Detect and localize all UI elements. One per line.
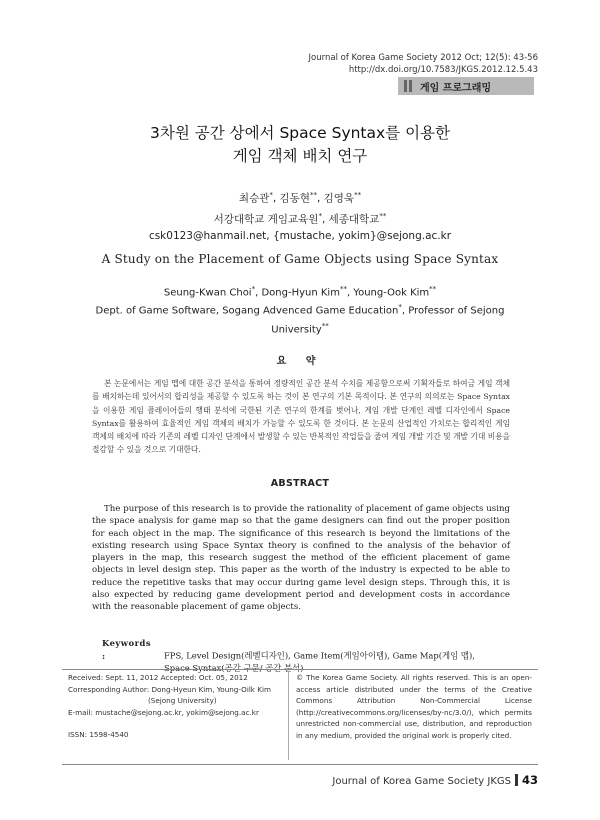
- received-accepted: Received: Sept. 11, 2012 Accepted: Oct. 05, 2012: [68, 673, 248, 682]
- footer-separator: [515, 774, 518, 786]
- korean-title: [0, 122, 600, 168]
- korean-abstract-heading: 요 약: [276, 356, 324, 367]
- korean-authors: [0, 187, 600, 245]
- journal-citation: Journal of Korea Game Society 2012 Oct; 12(5): 43-56: [308, 53, 538, 63]
- info-bottom-rule: [62, 764, 538, 765]
- english-affiliation: Dept. of Game Software, Sogang Advenced Game Education*, Professor of Sejong: [95, 303, 505, 317]
- english-abstract-body: The purpose of this research is to provide the rationality of placement of game objects using the space analysis for game map so that the game designers can find out the proper position for each object in the map. The significance of this research is beyond the limitations of the existing research using Space Syntax theory is confined to the analysis of the behavior of players in the map, this research suggest the method of the efficient placement of game objects in level design step. This paper as the worth of the industry is expected to be able to reduce the repetitive tasks that may occur during game level design steps. Through this, it is also expected by reducing game development period and development costs in accordance with the reasonable placement of game objects.: [92, 504, 510, 613]
- korean-title-line1: 3차원 공간 상에서 Space Syntax를 이용한: [149, 124, 451, 142]
- corresponding-affiliation: (Sejong University): [148, 696, 217, 706]
- author-emails[interactable]: csk0123@hanmail.net, {mustache, yokim}@sejong.ac.kr: [148, 230, 452, 242]
- korean-author-names: 최승관*, 김동현**, 김영욱**: [238, 191, 362, 205]
- info-spacer: [68, 718, 290, 729]
- page-footer: [332, 773, 538, 787]
- keywords-label: Keywords :: [102, 638, 152, 661]
- article-info: [68, 672, 290, 741]
- english-author-names: Seung-Kwan Choi*, Dong-Hyun Kim**, Young-Ook Kim**: [163, 285, 437, 299]
- contact-email[interactable]: E-mail: mustache@sejong.ac.kr, yokim@sejong.ac.kr: [68, 707, 259, 717]
- english-title: A Study on the Placement of Game Objects using Space Syntax: [101, 252, 499, 266]
- info-top-rule: [62, 669, 538, 670]
- keywords-line2: Space Syntax(공간 구문/ 공간 분석): [164, 663, 304, 673]
- journal-header: [309, 52, 538, 76]
- corresponding-author: Corresponding Author: Dong-Hyeun Kim, Young-Oilk Kim: [68, 684, 271, 694]
- section-tag-label: 게임 프로그래밍: [420, 83, 492, 94]
- keywords-line1: Keywords : FPS, Level Design(레벨디자인), Game Item(게임아이템), Game Map(게임 맵),: [102, 638, 475, 661]
- korean-abstract-body: 본 논문에서는 게임 맵에 대한 공간 분석을 통하여 정량적인 공간 분석 수치를 제공함으로써 기획자들로 하여금 게임 객체를 배치하는데 있어서의 합리성을 제공할 수 있도록 하는 것이 본 연구의 기본 목적이다. 본 연구의 의의로는 Space Syntax을 이용한 게임 플레이어들의 행태 분석에 국한된 기존 연구의 한계를 벗어나, 게임 개발 단계인 레벨 디자인에서 Space Syntax를 활용하여 효율적인 게임 객체의 배치가 가능할 수 있도록 한 것이다. 본 논문의 산업적인 가치로는 합리적인 게임 객체의 배치에 따라 기존의 레벨 디자인 단계에서 발생할 수 있는 반복적인 작업들을 줄여 게임 개발 기간 및 개발 기대 비용을 절감할 수 있을 것으로 기대한다.: [92, 379, 510, 455]
- english-authors: [0, 282, 600, 337]
- issn: ISSN: 1598-4540: [68, 730, 129, 740]
- info-divider: [288, 672, 289, 760]
- doi-link[interactable]: http://dx.doi.org/10.7583/JKGS.2012.12.5.43: [348, 65, 538, 75]
- license-text: © The Korea Game Society. All rights reserved. This is an open-access article distributed under the terms of the Creative Commons Attribution Non-Commercial License (http://creativecommons.org/licenses/by-nc/3.0/), which permits unrestricted non-commercial use, distribution, and reproduction in any medium, provided the original work is properly cited.: [296, 673, 532, 740]
- section-tag: [398, 77, 534, 95]
- footer-journal: Journal of Korea Game Society JKGS: [332, 776, 511, 787]
- korean-title-line2: 게임 객체 배치 연구: [232, 147, 368, 165]
- page-number: 43: [521, 773, 538, 787]
- english-affiliation-line2: University**: [271, 321, 329, 335]
- korean-affiliation: 서강대학교 게임교육원*, 세종대학교**: [213, 211, 387, 225]
- english-abstract-heading: ABSTRACT: [270, 478, 330, 489]
- section-tag-bars-icon: [404, 80, 412, 92]
